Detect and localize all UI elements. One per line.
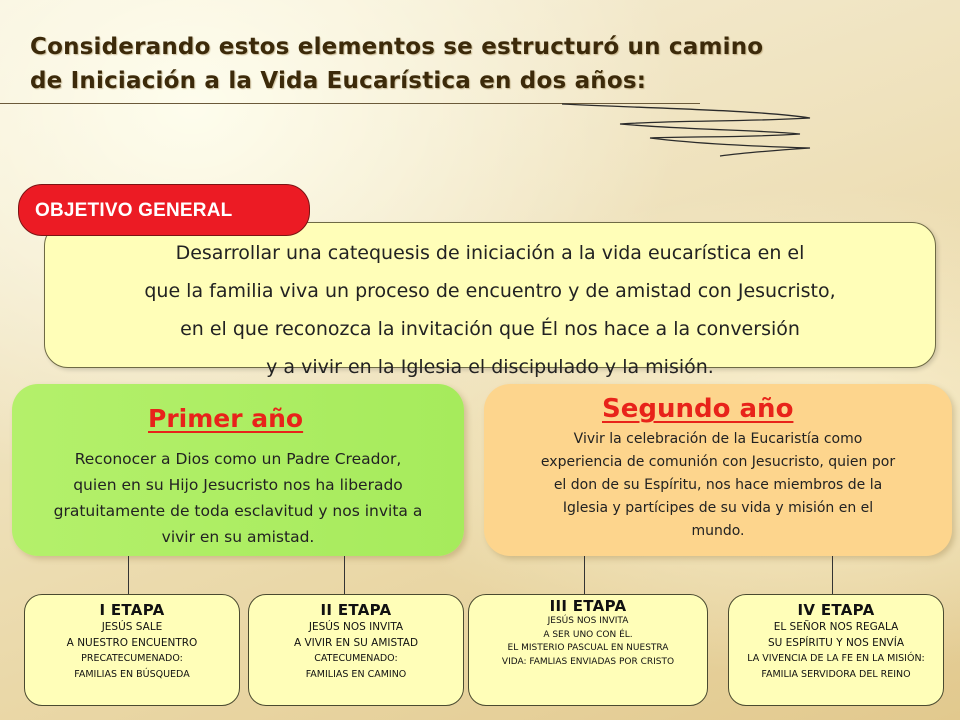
decorative-swirl [560, 100, 820, 160]
stage-line: FAMILIAS EN CAMINO [305, 669, 407, 680]
second-year-text [504, 428, 932, 543]
first-year-line: quien en su Hijo Jesucristo nos ha liberado [73, 476, 403, 494]
stage-line: VIDA: FAMLIAS ENVIADAS POR CRISTO [501, 656, 675, 667]
connector-line [128, 556, 129, 594]
first-year-line: vivir en su amistad. [161, 528, 315, 546]
first-year-title: Primer año [148, 404, 304, 433]
first-year-line: gratuitamente de toda esclavitud y nos invita a [53, 502, 423, 520]
stage-line: A VIVIR EN SU AMISTAD [293, 637, 419, 649]
slide-title [30, 30, 850, 98]
general-objective-tab: OBJETIVO GENERAL [18, 184, 310, 236]
stage-line: JESÚS NOS INVITA [547, 616, 629, 626]
first-year-panel [12, 384, 464, 556]
second-year-line: mundo. [691, 523, 745, 539]
first-year-text [32, 446, 444, 550]
stage-line: A NUESTRO ENCUENTRO [66, 637, 198, 649]
stage-1-box [24, 594, 240, 706]
objective-line: en el que reconozca la invitación que Él nos hace a la conversión [180, 318, 800, 340]
second-year-title: Segundo año [602, 394, 794, 424]
stage-line: CATECUMENADO: [314, 653, 398, 664]
stage-title: I ETAPA [99, 601, 165, 619]
stage-3-box [468, 594, 708, 706]
first-year-line: Reconocer a Dios como un Padre Creador, [74, 450, 402, 468]
stage-line: SU ESPÍRITU Y NOS ENVÍA [767, 637, 905, 649]
stage-line: EL MISTERIO PASCUAL EN NUESTRA [507, 643, 669, 653]
stage-line: LA VIVENCIA DE LA FE EN LA MISIÓN: [747, 653, 925, 664]
second-year-line: el don de su Espíritu, nos hace miembros de la [553, 477, 883, 493]
slide-title-line-1: Considerando estos elementos se estructuró un camino [30, 34, 764, 60]
second-year-line: Vivir la celebración de la Eucaristía como [573, 431, 863, 447]
second-year-panel [484, 384, 952, 556]
stage-2-box [248, 594, 464, 706]
connector-line [584, 556, 585, 594]
general-objective-text [44, 234, 936, 386]
stage-title: IV ETAPA [797, 601, 875, 619]
connector-line [832, 556, 833, 594]
second-year-line: Iglesia y partícipes de su vida y misión en el [562, 500, 874, 516]
stage-line: JESÚS NOS INVITA [308, 621, 404, 633]
slide-title-line-2: de Iniciación a la Vida Eucarística en dos años: [30, 68, 647, 94]
second-year-line: experiencia de comunión con Jesucristo, quien por [540, 454, 896, 470]
stage-line: PRECATECUMENADO: [81, 653, 183, 664]
stage-title: III ETAPA [549, 597, 627, 615]
stage-line: FAMILIAS EN BÚSQUEDA [74, 669, 190, 680]
objective-line: Desarrollar una catequesis de iniciación a la vida eucarística en el [175, 242, 805, 264]
stage-line: JESÚS SALE [101, 621, 163, 633]
stage-line: A SER UNO CON ÉL. [543, 629, 633, 640]
stage-line: EL SEÑOR NOS REGALA [773, 621, 899, 633]
stage-4-box [728, 594, 944, 706]
objective-line: y a vivir en la Iglesia el discipulado y la misión. [266, 356, 714, 378]
stage-title: II ETAPA [320, 601, 392, 619]
objective-line: que la familia viva un proceso de encuentro y de amistad con Jesucristo, [144, 280, 836, 302]
connector-line [344, 556, 345, 594]
stage-line: FAMILIA SERVIDORA DEL REINO [761, 669, 911, 680]
